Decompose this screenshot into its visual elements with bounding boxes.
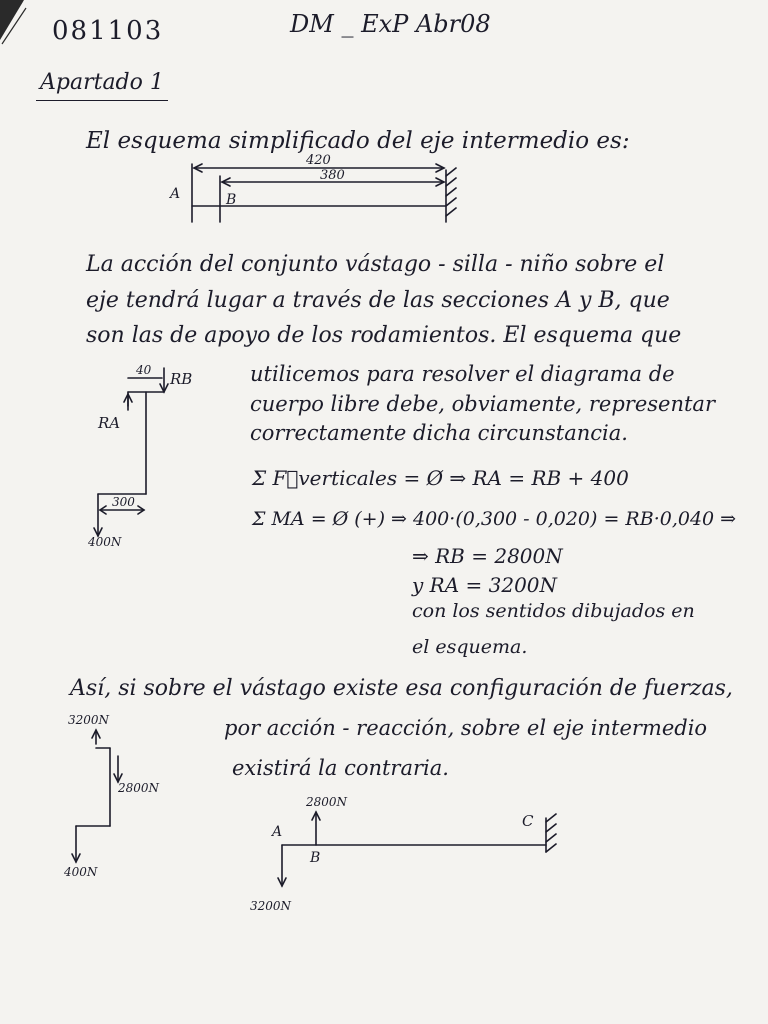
paragraph3-line-1: Así, si sobre el vástago existe esa configuración de fuerzas,: [70, 676, 733, 701]
document-code: 081103: [52, 16, 164, 46]
diagram4-force-up: 2800N: [306, 795, 348, 809]
diagram3-force-mid: 2800N: [118, 781, 160, 795]
paragraph3-line-3: existirá la contraria.: [232, 756, 449, 780]
diagram2-force: 400N: [88, 535, 122, 549]
paragraph-line-1: La acción del conjunto vástago - silla - niño sobre el: [86, 252, 665, 277]
diagram1-dim-420: 420: [306, 153, 331, 168]
diagram1-dim-380: 380: [320, 168, 345, 183]
equation-rb-result: ⇒ RB = 2800N: [412, 544, 563, 568]
document-title: DM _ ExP Abr08: [290, 10, 491, 38]
equation-note-line-1: con los sentidos dibujados en: [412, 600, 695, 622]
diagram4-shaft: [278, 812, 556, 886]
diagram1-label-a: A: [170, 186, 181, 202]
diagram2-dim-40: 40: [136, 363, 152, 377]
diagram2-rod: [94, 368, 168, 536]
equation-ra-result: y RA = 3200N: [412, 573, 558, 597]
diagram3-force-top: 3200N: [68, 713, 110, 727]
section-heading: Apartado 1: [40, 70, 164, 95]
equation-note-line-2: el esquema.: [412, 636, 528, 658]
diagram2-dim-300: 300: [112, 495, 135, 509]
paragraph2-line-1: utilicemos para resolver el diagrama de: [250, 362, 675, 386]
diagram2-label-ra: RA: [98, 414, 121, 432]
diagram4-force-down: 3200N: [250, 899, 292, 913]
paragraph-line-3: son las de apoyo de los rodamientos. El esquema que: [86, 323, 682, 348]
intro-text: El esquema simplificado del eje intermedio es:: [86, 128, 630, 154]
equation-vertical-forces: Σ F⃗verticales = Ø ⇒ RA = RB + 400: [252, 466, 629, 490]
paragraph-line-2: eje tendrá lugar a través de las secciones A y B, que: [86, 288, 670, 313]
diagram3-rod: [72, 730, 122, 862]
diagram1-label-b: B: [226, 192, 237, 208]
paragraph2-line-3: correctamente dicha circunstancia.: [250, 421, 628, 445]
diagram2-label-rb: RB: [170, 370, 193, 388]
equation-moments: Σ MA = Ø (+) ⇒ 400·(0,300 - 0,020) = RB·0,040 ⇒: [252, 508, 737, 530]
diagram4-label-c: C: [522, 812, 534, 830]
diagram3-force-bottom: 400N: [64, 865, 98, 879]
paragraph2-line-2: cuerpo libre debe, obviamente, representar: [250, 392, 715, 416]
diagram4-label-b: B: [310, 850, 321, 866]
paragraph3-line-2: por acción - reacción, sobre el eje intermedio: [224, 716, 708, 740]
diagram4-label-a: A: [272, 824, 283, 840]
